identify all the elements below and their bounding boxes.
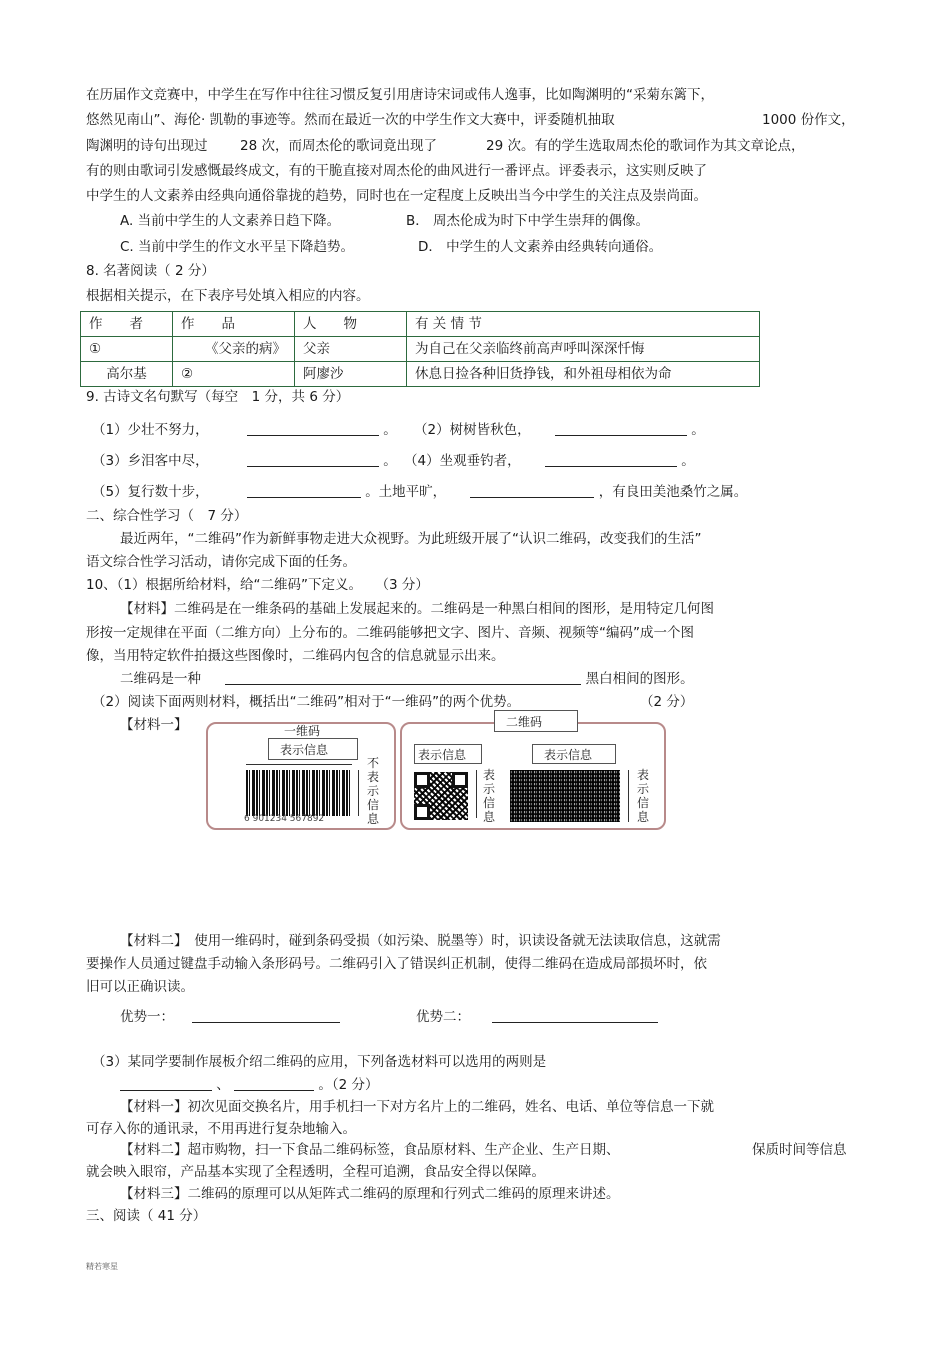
q8-title: 8. 名著阅读（ 2 分） xyxy=(86,263,215,279)
q9-item-5-end: ，有良田美池桑竹之属。 xyxy=(598,484,748,500)
one-d-barcode-figure xyxy=(206,722,396,830)
show-info-vertical-right: 表示信息 xyxy=(636,768,649,824)
table-header: 有 关 情 节 xyxy=(407,312,760,337)
q9-item-2-end: 。 xyxy=(691,422,705,438)
q9-item-5 xyxy=(92,483,747,501)
table-cell: 父亲 xyxy=(295,337,407,362)
table-header: 人 物 xyxy=(295,312,407,337)
q9-item-1 xyxy=(92,421,397,439)
definition-line xyxy=(120,670,694,688)
vertical-arrow xyxy=(476,770,477,818)
material-one-label: 【材料一】 xyxy=(120,717,188,733)
two-d-barcode-figure xyxy=(400,715,666,830)
q7-line-2a: 悠然见南山”、海伦· 凯勒的事迹等。然而在最近一次的中学生作文大赛中，评委随机抽取 xyxy=(86,112,615,128)
material-two-line-1: 【材料二】 使用一维码时，碰到条码受损（如污染、脱墨等）时，识读设备就无法读取信息，这就需 xyxy=(120,933,721,949)
answer-blank[interactable] xyxy=(247,483,361,498)
q10-material-line-1: 【材料】二维码是在一维条码的基础上发展起来的。二维码是一种黑白相间的图形，是用特定几何图 xyxy=(120,601,714,617)
section-2-intro-2: 语文综合性学习活动，请你完成下面的任务。 xyxy=(86,554,356,570)
definition-suffix: 黑白相间的图形。 xyxy=(585,671,694,687)
q9-item-2 xyxy=(414,421,705,439)
table-header: 作 者 xyxy=(81,312,173,337)
answer-blank[interactable] xyxy=(555,421,687,436)
one-d-barcode xyxy=(246,770,352,816)
q7-line-4: 有的则由歌词引发感慨最终成文，有的干脆直接对周杰伦的曲风进行一番评点。评委表示，这实则反映了 xyxy=(86,163,707,179)
no-show-info-label: 不表示信息 xyxy=(366,756,379,826)
section-2-title: 二、综合性学习（ 7 分） xyxy=(86,508,248,524)
q10-part-2: （2）阅读下面两则材料，概括出“二维码”相对于“一维码”的两个优势。 xyxy=(92,694,521,710)
answer-blank[interactable] xyxy=(225,670,581,685)
q9-item-3-end: 。 xyxy=(383,453,397,469)
vertical-arrow xyxy=(358,770,359,816)
reference-table xyxy=(80,311,760,387)
q7-option-a: A. 当前中学生的人文素养日趋下降。 xyxy=(120,213,341,229)
candidate-one-line-1: 【材料一】初次见面交换名片，用手机扫一下对方名片上的二维码，姓名、电话、单位等信息一下就 xyxy=(120,1099,714,1115)
q7-line-3b: 28 次，而周杰伦的歌词竟出现了 xyxy=(240,138,437,154)
show-info-label-right: 表示信息 xyxy=(544,748,593,762)
table-cell: 阿廖沙 xyxy=(295,362,407,387)
material-two-line-2: 要操作人员通过键盘手动输入条形码号。二维码引入了错误纠正机制，使得二维码在造成局部损坏时，依 xyxy=(86,956,707,972)
q10-part-3-score: 。（2 分） xyxy=(318,1077,379,1093)
q9-item-2-text: （2）树树皆秋色， xyxy=(414,422,531,438)
section-3-title: 三、阅读（ 41 分） xyxy=(86,1208,207,1224)
show-info-label: 表示信息 xyxy=(280,743,329,757)
candidate-two-line-2: 就会映入眼帘，产品基本实现了全程透明，全程可追溯，食品安全得以保障。 xyxy=(86,1164,545,1180)
q7-line-3a: 陶渊明的诗句出现过 xyxy=(86,138,208,154)
answer-separator: 、 xyxy=(216,1077,230,1093)
answer-blank[interactable] xyxy=(470,483,594,498)
answer-blank[interactable] xyxy=(234,1076,314,1091)
q7-option-c: C. 当前中学生的作文水平呈下降趋势。 xyxy=(120,239,355,255)
q7-option-d: D． 中学生的人文素养由经典转向通俗。 xyxy=(418,239,663,255)
q10-part-2-score: （2 分） xyxy=(640,694,694,710)
q10-part-1: 10、（1）根据所给材料，给“二维码”下定义。 （3 分） xyxy=(86,577,429,593)
q9-item-4-end: 。 xyxy=(681,453,695,469)
q10-part-3-answer xyxy=(120,1076,379,1094)
qr-finder-top-right xyxy=(452,772,468,788)
candidate-one-line-2: 可存入你的通讯录，不用再进行复杂地输入。 xyxy=(86,1121,356,1137)
q9-item-5-mid: 。土地平旷， xyxy=(365,484,447,500)
table-cell: 《父亲的病》 xyxy=(173,337,295,362)
q7-option-b: B． 周杰伦成为时下中学生崇拜的偶像。 xyxy=(406,213,650,229)
vertical-arrow xyxy=(628,770,629,822)
table-header: 作 品 xyxy=(173,312,295,337)
two-d-title: 二维码 xyxy=(506,715,543,729)
show-info-vertical-left: 表示信息 xyxy=(482,768,495,824)
definition-prefix: 二维码是一种 xyxy=(120,671,201,687)
show-info-label-left: 表示信息 xyxy=(418,748,467,762)
table-cell: 休息日捡各种旧货挣钱，和外祖母相依为命 xyxy=(407,362,760,387)
q7-line-2b: 1000 份作文， xyxy=(762,112,855,128)
q9-item-1-text: （1）少壮不努力， xyxy=(92,422,209,438)
material-two-line-3: 旧可以正确识读。 xyxy=(86,979,194,995)
q7-line-1: 在历届作文竞赛中，中学生在写作中往往习惯反复引用唐诗宋词或伟人逸事，比如陶渊明的“采菊东篱下， xyxy=(86,87,714,103)
q9-item-3-text: （3）乡泪客中尽， xyxy=(92,453,209,469)
advantage-one xyxy=(120,1008,340,1026)
q10-part-3: （3）某同学要制作展板介绍二维码的应用，下列备选材料可以选用的两则是 xyxy=(92,1054,547,1070)
candidate-three: 【材料三】二维码的原理可以从矩阵式二维码的原理和行列式二维码的原理来讲述。 xyxy=(120,1186,620,1202)
page-footer: 精若寒星 xyxy=(86,1262,118,1271)
table-cell: ① xyxy=(81,337,173,362)
horizontal-arrow xyxy=(246,764,352,765)
q7-line-5: 中学生的人文素养由经典向通俗靠拢的趋势，同时也在一定程度上反映出当今中学生的关注点及崇尚面。 xyxy=(86,188,707,204)
q7-line-3c: 29 次。有的学生选取周杰伦的歌词作为其文章论点， xyxy=(486,138,805,154)
candidate-two-line-1b: 保质时间等信息 xyxy=(752,1142,847,1158)
q9-item-4-text: （4）坐观垂钓者， xyxy=(404,453,521,469)
barcode-digits: 6 901234 567892 xyxy=(244,814,325,824)
table-cell: 高尔基 xyxy=(81,362,173,387)
table-row xyxy=(81,362,760,387)
table-cell: ② xyxy=(173,362,295,387)
answer-blank[interactable] xyxy=(492,1008,658,1023)
advantage-one-label: 优势一： xyxy=(120,1009,174,1025)
q9-item-4 xyxy=(404,452,695,470)
answer-blank[interactable] xyxy=(545,452,677,467)
table-cell: 为自己在父亲临终前高声呼叫深深忏悔 xyxy=(407,337,760,362)
matrix-code xyxy=(510,770,620,822)
qr-finder-bottom-left xyxy=(414,804,430,820)
one-d-title: 一维码 xyxy=(284,724,321,738)
q8-intro: 根据相关提示，在下表序号处填入相应的内容。 xyxy=(86,288,370,304)
q10-material-line-2: 形按一定规律在平面（二维方向）上分布的。二维码能够把文字、图片、音频、视频等“编码”成一个图 xyxy=(86,625,694,641)
advantage-two xyxy=(416,1008,658,1026)
answer-blank[interactable] xyxy=(192,1008,340,1023)
qr-finder-top-left xyxy=(414,772,430,788)
q9-title: 9. 古诗文名句默写（每空 1 分，共 6 分） xyxy=(86,389,350,405)
answer-blank[interactable] xyxy=(247,421,379,436)
q9-item-1-end: 。 xyxy=(383,422,397,438)
q10-material-line-3: 像，当用特定软件拍摄这些图像时，二维码内包含的信息就显示出来。 xyxy=(86,648,505,664)
answer-blank[interactable] xyxy=(120,1076,212,1091)
table-header-row xyxy=(81,312,760,337)
q9-item-5-text: （5）复行数十步， xyxy=(92,484,209,500)
table-row xyxy=(81,337,760,362)
answer-blank[interactable] xyxy=(247,452,379,467)
candidate-two-line-1: 【材料二】超市购物，扫一下食品二维码标签，食品原材料、生产企业、生产日期、 xyxy=(120,1142,620,1158)
section-2-intro-1: 最近两年，“二维码”作为新鲜事物走进大众视野。为此班级开展了“认识二维码，改变我们的生活” xyxy=(120,531,702,547)
q9-item-3 xyxy=(92,452,397,470)
advantage-two-label: 优势二： xyxy=(416,1009,470,1025)
